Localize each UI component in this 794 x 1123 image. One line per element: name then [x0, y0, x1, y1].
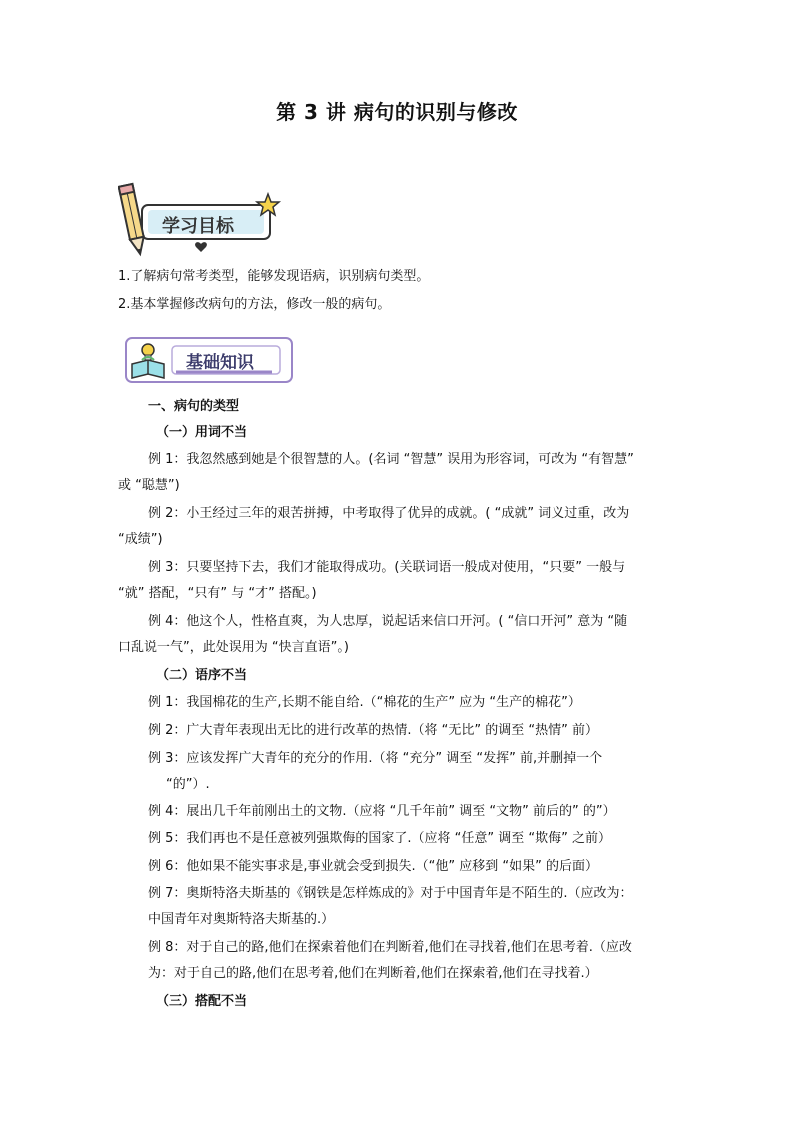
- subsection-heading-2: （二）语序不当: [156, 668, 248, 683]
- example-1-line-1: 例 1：我忽然感到她是个很智慧的人。(名词 “智慧” 误用为形容词，可改为 “有智慧”: [148, 452, 634, 467]
- learning-goals-badge: [118, 180, 288, 258]
- word-order-example-8-line-2: 为：对于自己的路,他们在思考着,他们在判断着,他们在探索着,他们在寻找着.）: [148, 966, 598, 981]
- word-order-example-8-line-1: 例 8：对于自己的路,他们在探索着他们在判断着,他们在寻找着,他们在思考着.（应改: [148, 940, 632, 955]
- word-order-example-3-line-1: 例 3：应该发挥广大青年的充分的作用.（将 “充分” 调至 “发挥” 前,并删掉一个: [148, 751, 603, 766]
- word-order-example-1: 例 1：我国棉花的生产,长期不能自给.（“棉花的生产” 应为 “生产的棉花”）: [148, 695, 581, 710]
- word-order-example-6: 例 6：他如果不能实事求是,事业就会受到损失.（“他” 应移到 “如果” 的后面）: [148, 859, 599, 874]
- example-4-line-1: 例 4：他这个人，性格直爽，为人忠厚，说起话来信口开河。( “信口开河” 意为 “随: [148, 614, 628, 629]
- section-heading: 一、病句的类型: [148, 399, 240, 414]
- page-title: 第 3 讲 病句的识别与修改: [276, 100, 518, 124]
- example-4-line-2: 口乱说一气”，此处误用为 “快言直语”。): [118, 640, 349, 655]
- example-3-line-1: 例 3：只要坚持下去，我们才能取得成功。(关联词语一般成对使用，“只要” 一般与: [148, 560, 626, 575]
- word-order-example-4: 例 4：展出几千年前刚出土的文物.（应将 “几千年前” 调至 “文物” 前后的” 的”）: [148, 804, 616, 819]
- subsection-heading-3: （三）搭配不当: [156, 994, 248, 1009]
- goal-line-2: 2.基本掌握修改病句的方法，修改一般的病句。: [118, 297, 391, 312]
- goal-line-1: 1.了解病句常考类型，能够发现语病，识别病句类型。: [118, 269, 430, 284]
- subsection-heading-1: （一）用词不当: [156, 425, 248, 440]
- example-1-line-2: 或 “聪慧”): [118, 478, 180, 493]
- basic-knowledge-badge: [122, 334, 302, 386]
- word-order-example-5: 例 5：我们再也不是任意被列强欺侮的国家了.（应将 “任意” 调至 “欺侮” 之前）: [148, 831, 612, 846]
- example-2-line-2: “成绩”): [118, 532, 163, 547]
- example-3-line-2: “就” 搭配，“只有” 与 “才” 搭配。): [118, 586, 317, 601]
- word-order-example-2: 例 2：广大青年表现出无比的进行改革的热情.（将 “无比” 的调至 “热情” 前）: [148, 723, 599, 738]
- word-order-example-7-line-2: 中国青年对奥斯特洛夫斯基的.）: [148, 912, 335, 927]
- example-2-line-1: 例 2：小王经过三年的艰苦拼搏，中考取得了优异的成就。( “成就” 词义过重，改为: [148, 506, 630, 521]
- basic-knowledge-label: 基础知识: [186, 353, 254, 373]
- learning-goals-label: 学习目标: [162, 216, 234, 237]
- word-order-example-7-line-1: 例 7：奥斯特洛夫斯基的《钢铁是怎样炼成的》对于中国青年是不陌生的.（应改为：: [148, 886, 633, 901]
- word-order-example-3-line-2: “的”）.: [166, 777, 210, 792]
